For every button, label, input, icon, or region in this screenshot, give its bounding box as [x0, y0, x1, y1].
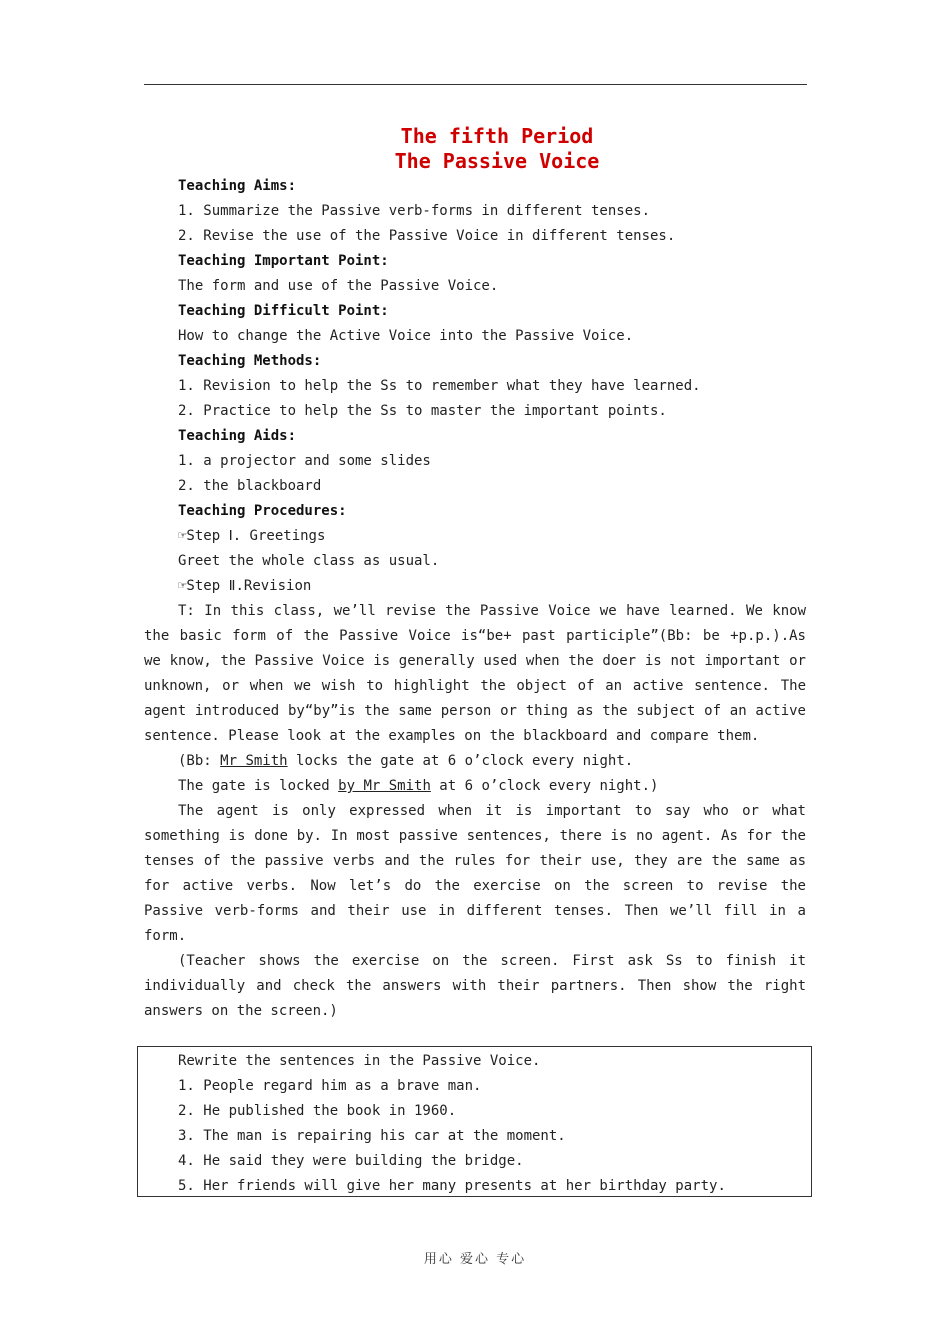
aids-heading: Teaching Aids:	[178, 428, 297, 444]
aim-item: 2. Revise the use of the Passive Voice in different tenses.	[178, 228, 676, 244]
page-title-topic: The Passive Voice	[394, 149, 600, 173]
paragraph-teacher-note: (Teacher shows the exercise on the screen. First ask Ss to finish it individually and check the answers with their partners. Then show the right answers on the screen.)	[144, 953, 806, 1019]
step1-title: ☞Step Ⅰ. Greetings	[178, 528, 326, 544]
paragraph-revision-intro: T: In this class, we’ll revise the Passive Voice we have learned. We know the basic form of the Passive Voice is“be+ past participle”(Bb: be +p.p.).As we know, the Passive Voice is generally used when the doer is not important or unknown, or when we wish to highlight the object of an active sentence. The agent introduced by“by”is the same person or thing as the subject of an active sentence. Please look at the examples on the blackboard and compare them.	[144, 603, 806, 744]
step1-text: Greet the whole class as usual.	[178, 553, 440, 569]
lesson-plan-body	[144, 174, 806, 1024]
methods-heading: Teaching Methods:	[178, 353, 322, 369]
example-agent-underlined: Mr Smith	[220, 753, 288, 769]
difficult-heading: Teaching Difficult Point:	[178, 303, 389, 319]
exercise-item: 2. He published the book in 1960.	[178, 1103, 457, 1119]
page-footer: 用心 爱心 专心	[423, 1252, 527, 1267]
exercise-instruction: Rewrite the sentences in the Passive Voice.	[178, 1053, 541, 1069]
difficult-text: How to change the Active Voice into the Passive Voice.	[178, 328, 634, 344]
aid-item: 2. the blackboard	[178, 478, 322, 494]
exercise-box	[137, 1046, 812, 1197]
method-item: 1. Revision to help the Ss to remember what they have learned.	[178, 378, 701, 394]
example-agent-underlined: by Mr Smith	[338, 778, 431, 794]
aim-item: 1. Summarize the Passive verb-forms in different tenses.	[178, 203, 651, 219]
procedures-heading: Teaching Procedures:	[178, 503, 347, 519]
paragraph-agent: The agent is only expressed when it is important to say who or what something is done by. In most passive sentences, there is no agent. As for the tenses of the passive verbs and the rules for their use, they are the same as for active verbs. Now let’s do the exercise on the screen to revise the Passive verb-forms and their use in different tenses. Then we’ll fill in a form.	[144, 803, 806, 944]
method-item: 2. Practice to help the Ss to master the important points.	[178, 403, 667, 419]
important-text: The form and use of the Passive Voice.	[178, 278, 499, 294]
exercise-item: 5. Her friends will give her many presents at her birthday party.	[178, 1178, 726, 1194]
page-title-period: The fifth Period	[400, 124, 594, 148]
important-heading: Teaching Important Point:	[178, 253, 389, 269]
aims-heading: Teaching Aims:	[178, 178, 297, 194]
example-active: (Bb: Mr Smith locks the gate at 6 o’clock every night.	[178, 753, 634, 769]
exercise-item: 4. He said they were building the bridge.	[178, 1153, 524, 1169]
exercise-item: 3. The man is repairing his car at the moment.	[178, 1128, 566, 1144]
exercise-item: 1. People regard him as a brave man.	[178, 1078, 482, 1094]
example-passive: The gate is locked by Mr Smith at 6 o’clock every night.)	[178, 778, 659, 794]
step2-title: ☞Step Ⅱ.Revision	[178, 578, 312, 594]
header-rule	[144, 84, 807, 85]
aid-item: 1. a projector and some slides	[178, 453, 431, 469]
